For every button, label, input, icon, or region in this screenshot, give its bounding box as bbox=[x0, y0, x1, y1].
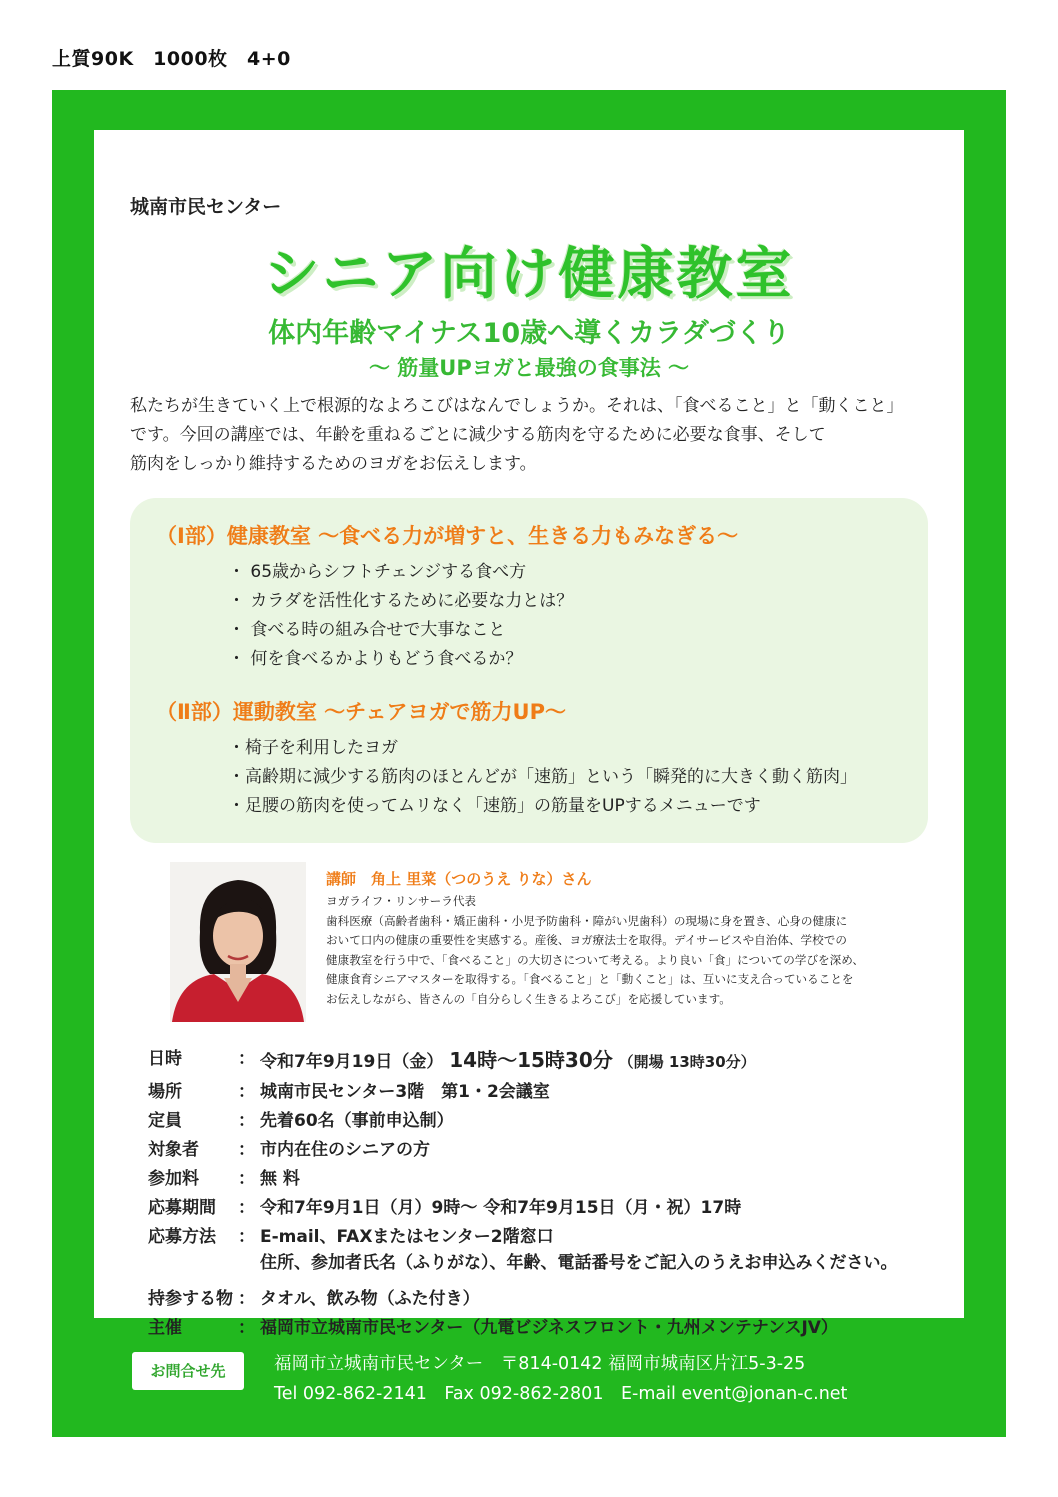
instructor-bio bbox=[326, 892, 936, 1009]
colon: ： bbox=[238, 1111, 255, 1131]
print-spec: 上質90K 1000枚 4+0 bbox=[52, 48, 291, 70]
colon: ： bbox=[238, 1289, 255, 1309]
program-box bbox=[130, 498, 928, 843]
colon: ： bbox=[238, 1169, 255, 1189]
bio-line: おいて口内の健康の重要性を実感する。産後、ヨガ療法士を取得。デイサービスや自治体、学校での bbox=[326, 933, 847, 947]
detail-label: 主催 bbox=[148, 1318, 182, 1338]
event-time: 14時〜15時30分 bbox=[449, 1048, 613, 1072]
intro-line: です。今回の講座では、年齢を重ねるごとに減少する筋肉を守るために必要な食事、そして bbox=[130, 425, 826, 445]
tagline: 〜 筋量UPヨガと最強の食事法 〜 bbox=[368, 356, 690, 380]
detail-label: 持参する物 bbox=[148, 1289, 233, 1309]
bio-line: 歯科医療（高齢者歯科・矯正歯科・小児予防歯科・障がい児歯科）の現場に身を置き、心身の健康に bbox=[326, 913, 848, 928]
intro-line: 筋肉をしっかり維持するためのヨガをお伝えします。 bbox=[130, 454, 537, 474]
detail-value: 先着60名（事前申込制） bbox=[260, 1111, 454, 1131]
colon: ： bbox=[238, 1198, 255, 1218]
list-item: ・椅子を利用したヨガ bbox=[228, 738, 398, 758]
flyer-content bbox=[94, 130, 964, 1338]
detail-value: 福岡市立城南市民センター（九電ビジネスフロント・九州メンテナンスJV） bbox=[260, 1318, 838, 1338]
detail-value: 令和7年9月1日（月）9時〜 令和7年9月15日（月・祝）17時 bbox=[260, 1198, 742, 1218]
list-item: ・足腰の筋肉を使ってムリなく「速筋」の筋量をUPするメニューです bbox=[228, 796, 761, 816]
part2-list bbox=[228, 734, 857, 821]
part2-heading: （Ⅱ部）運動教室 〜チェアヨガで筋力UP〜 bbox=[156, 700, 566, 724]
detail-note: 住所、参加者氏名（ふりがな）、年齢、電話番号をご記入のうえお申込みください。 bbox=[260, 1253, 898, 1273]
portrait-illustration bbox=[170, 862, 306, 1022]
event-date: 令和7年9月19日（金） bbox=[260, 1052, 444, 1072]
intro-text bbox=[130, 392, 940, 479]
detail-label: 場所 bbox=[148, 1082, 182, 1102]
colon: ： bbox=[238, 1140, 255, 1160]
detail-label: 応募期間 bbox=[148, 1198, 216, 1218]
contact-phone-email: Tel 092-862-2141 Fax 092-862-2801 E-mail event@jonan-c.net bbox=[274, 1384, 848, 1404]
detail-label: 定員 bbox=[148, 1111, 182, 1131]
detail-label: 対象者 bbox=[148, 1140, 199, 1160]
list-item: ・ 食べる時の組み合せで大事なこと bbox=[228, 620, 506, 640]
part1-heading: （Ⅰ部）健康教室 〜食べる力が増すと、生きる力もみなぎる〜 bbox=[156, 524, 739, 548]
instructor-photo bbox=[170, 862, 306, 1022]
detail-value: タオル、飲み物（ふた付き） bbox=[260, 1289, 480, 1309]
detail-label: 応募方法 bbox=[148, 1227, 216, 1247]
colon: ： bbox=[238, 1082, 255, 1102]
green-frame bbox=[52, 90, 1006, 1437]
subtitle: 体内年齢マイナス10歳へ導くカラダづくり bbox=[268, 318, 790, 349]
detail-label: 日時 bbox=[148, 1049, 182, 1069]
organizer-name: 城南市民センター bbox=[130, 196, 282, 218]
list-item: ・ 65歳からシフトチェンジする食べ方 bbox=[228, 562, 527, 582]
detail-value: 城南市民センター3階 第1・2会議室 bbox=[260, 1082, 550, 1102]
list-item: ・ カラダを活性化するために必要な力とは？ bbox=[228, 591, 574, 611]
bio-line: 健康食育シニアマスターを取得する。「食べること」と「動くこと」は、互いに支え合っていることを bbox=[326, 972, 854, 986]
detail-label: 参加料 bbox=[148, 1169, 199, 1189]
instructor-name: 講師 角上 里菜（つのうえ りな）さん bbox=[326, 870, 592, 888]
list-item: ・ 何を食べるかよりもどう食べるか？ bbox=[228, 649, 523, 669]
bio-line: ヨガライフ・リンサーラ代表 bbox=[326, 894, 477, 908]
main-title: シニア向け健康教室 bbox=[263, 242, 795, 307]
colon: ： bbox=[238, 1049, 255, 1069]
bio-line: 健康教室を行う中で、「食べること」の大切さについて考える。より良い「食」についての学びを深め、 bbox=[326, 952, 864, 967]
part1-list bbox=[228, 558, 573, 674]
detail-value: E-mail、FAXまたはセンター2階窓口 bbox=[260, 1227, 554, 1247]
event-open-time: （開場 13時30分） bbox=[618, 1053, 756, 1071]
intro-line: 私たちが生きていく上で根源的なよろこびはなんでしょうか。それは、「食べること」と「動くこと」 bbox=[130, 396, 904, 416]
bio-line: お伝えしながら、皆さんの「自分らしく生きるよろこび」を応援しています。 bbox=[326, 991, 731, 1006]
contact-badge: お問合せ先 bbox=[132, 1352, 244, 1390]
colon: ： bbox=[238, 1318, 255, 1338]
detail-value: 無 料 bbox=[260, 1169, 300, 1189]
colon: ： bbox=[238, 1227, 255, 1247]
contact-address: 福岡市立城南市民センター 〒814-0142 福岡市城南区片江5-3-25 bbox=[274, 1354, 806, 1374]
detail-value bbox=[260, 1044, 756, 1073]
list-item: ・高齢期に減少する筋肉のほとんどが「速筋」という「瞬発的に大きく動く筋肉」 bbox=[228, 767, 857, 787]
detail-value: 市内在住のシニアの方 bbox=[260, 1140, 430, 1160]
